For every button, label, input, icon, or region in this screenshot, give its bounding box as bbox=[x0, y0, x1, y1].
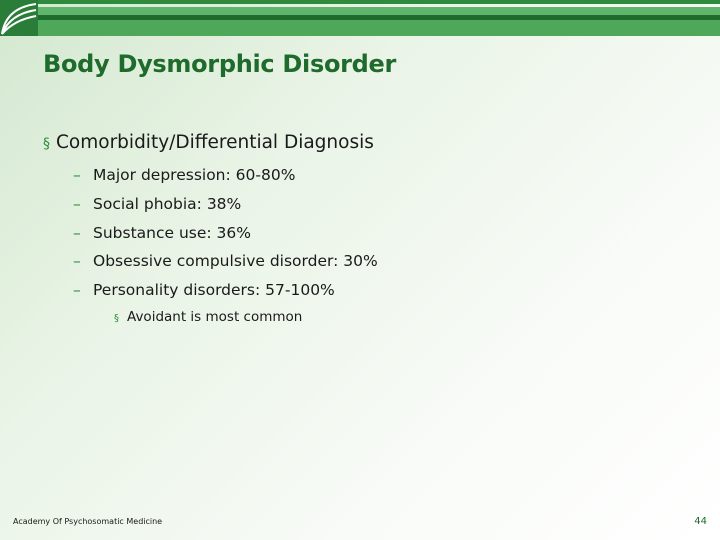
academy-logo bbox=[0, 0, 38, 36]
sub-bullet-text: Personality disorders: 57-100% bbox=[93, 281, 335, 299]
header-stripe bbox=[38, 0, 720, 4]
sub-bullet bbox=[73, 281, 335, 299]
dash-marker: – bbox=[73, 195, 81, 213]
dash-marker: – bbox=[73, 166, 81, 184]
sub-bullet bbox=[73, 166, 295, 184]
header-stripe bbox=[38, 7, 720, 15]
sub-bullet-text: Social phobia: 38% bbox=[93, 195, 242, 213]
sub-sub-bullet bbox=[114, 309, 302, 325]
bullet-marker: § bbox=[114, 313, 119, 324]
header-stripe bbox=[38, 20, 720, 36]
sub-bullet bbox=[73, 224, 251, 242]
sub-bullet bbox=[73, 195, 241, 213]
sub-bullet-text: Substance use: 36% bbox=[93, 224, 251, 242]
footer-organization: Academy Of Psychosomatic Medicine bbox=[13, 517, 163, 526]
arc-logo-icon bbox=[0, 0, 38, 36]
dash-marker: – bbox=[73, 252, 81, 270]
bullet-level-1 bbox=[43, 132, 374, 153]
sub-bullet-text: Major depression: 60-80% bbox=[93, 166, 296, 184]
page-number: 44 bbox=[694, 516, 707, 527]
sub-sub-bullet-text: Avoidant is most common bbox=[127, 309, 303, 325]
slide-title: Body Dysmorphic Disorder bbox=[43, 50, 397, 78]
dash-marker: – bbox=[73, 224, 81, 242]
sub-bullet bbox=[73, 252, 378, 270]
bullet-text: Comorbidity/Differential Diagnosis bbox=[56, 132, 374, 153]
dash-marker: – bbox=[73, 281, 81, 299]
bullet-marker: § bbox=[43, 136, 50, 152]
sub-bullet-text: Obsessive compulsive disorder: 30% bbox=[93, 252, 378, 270]
